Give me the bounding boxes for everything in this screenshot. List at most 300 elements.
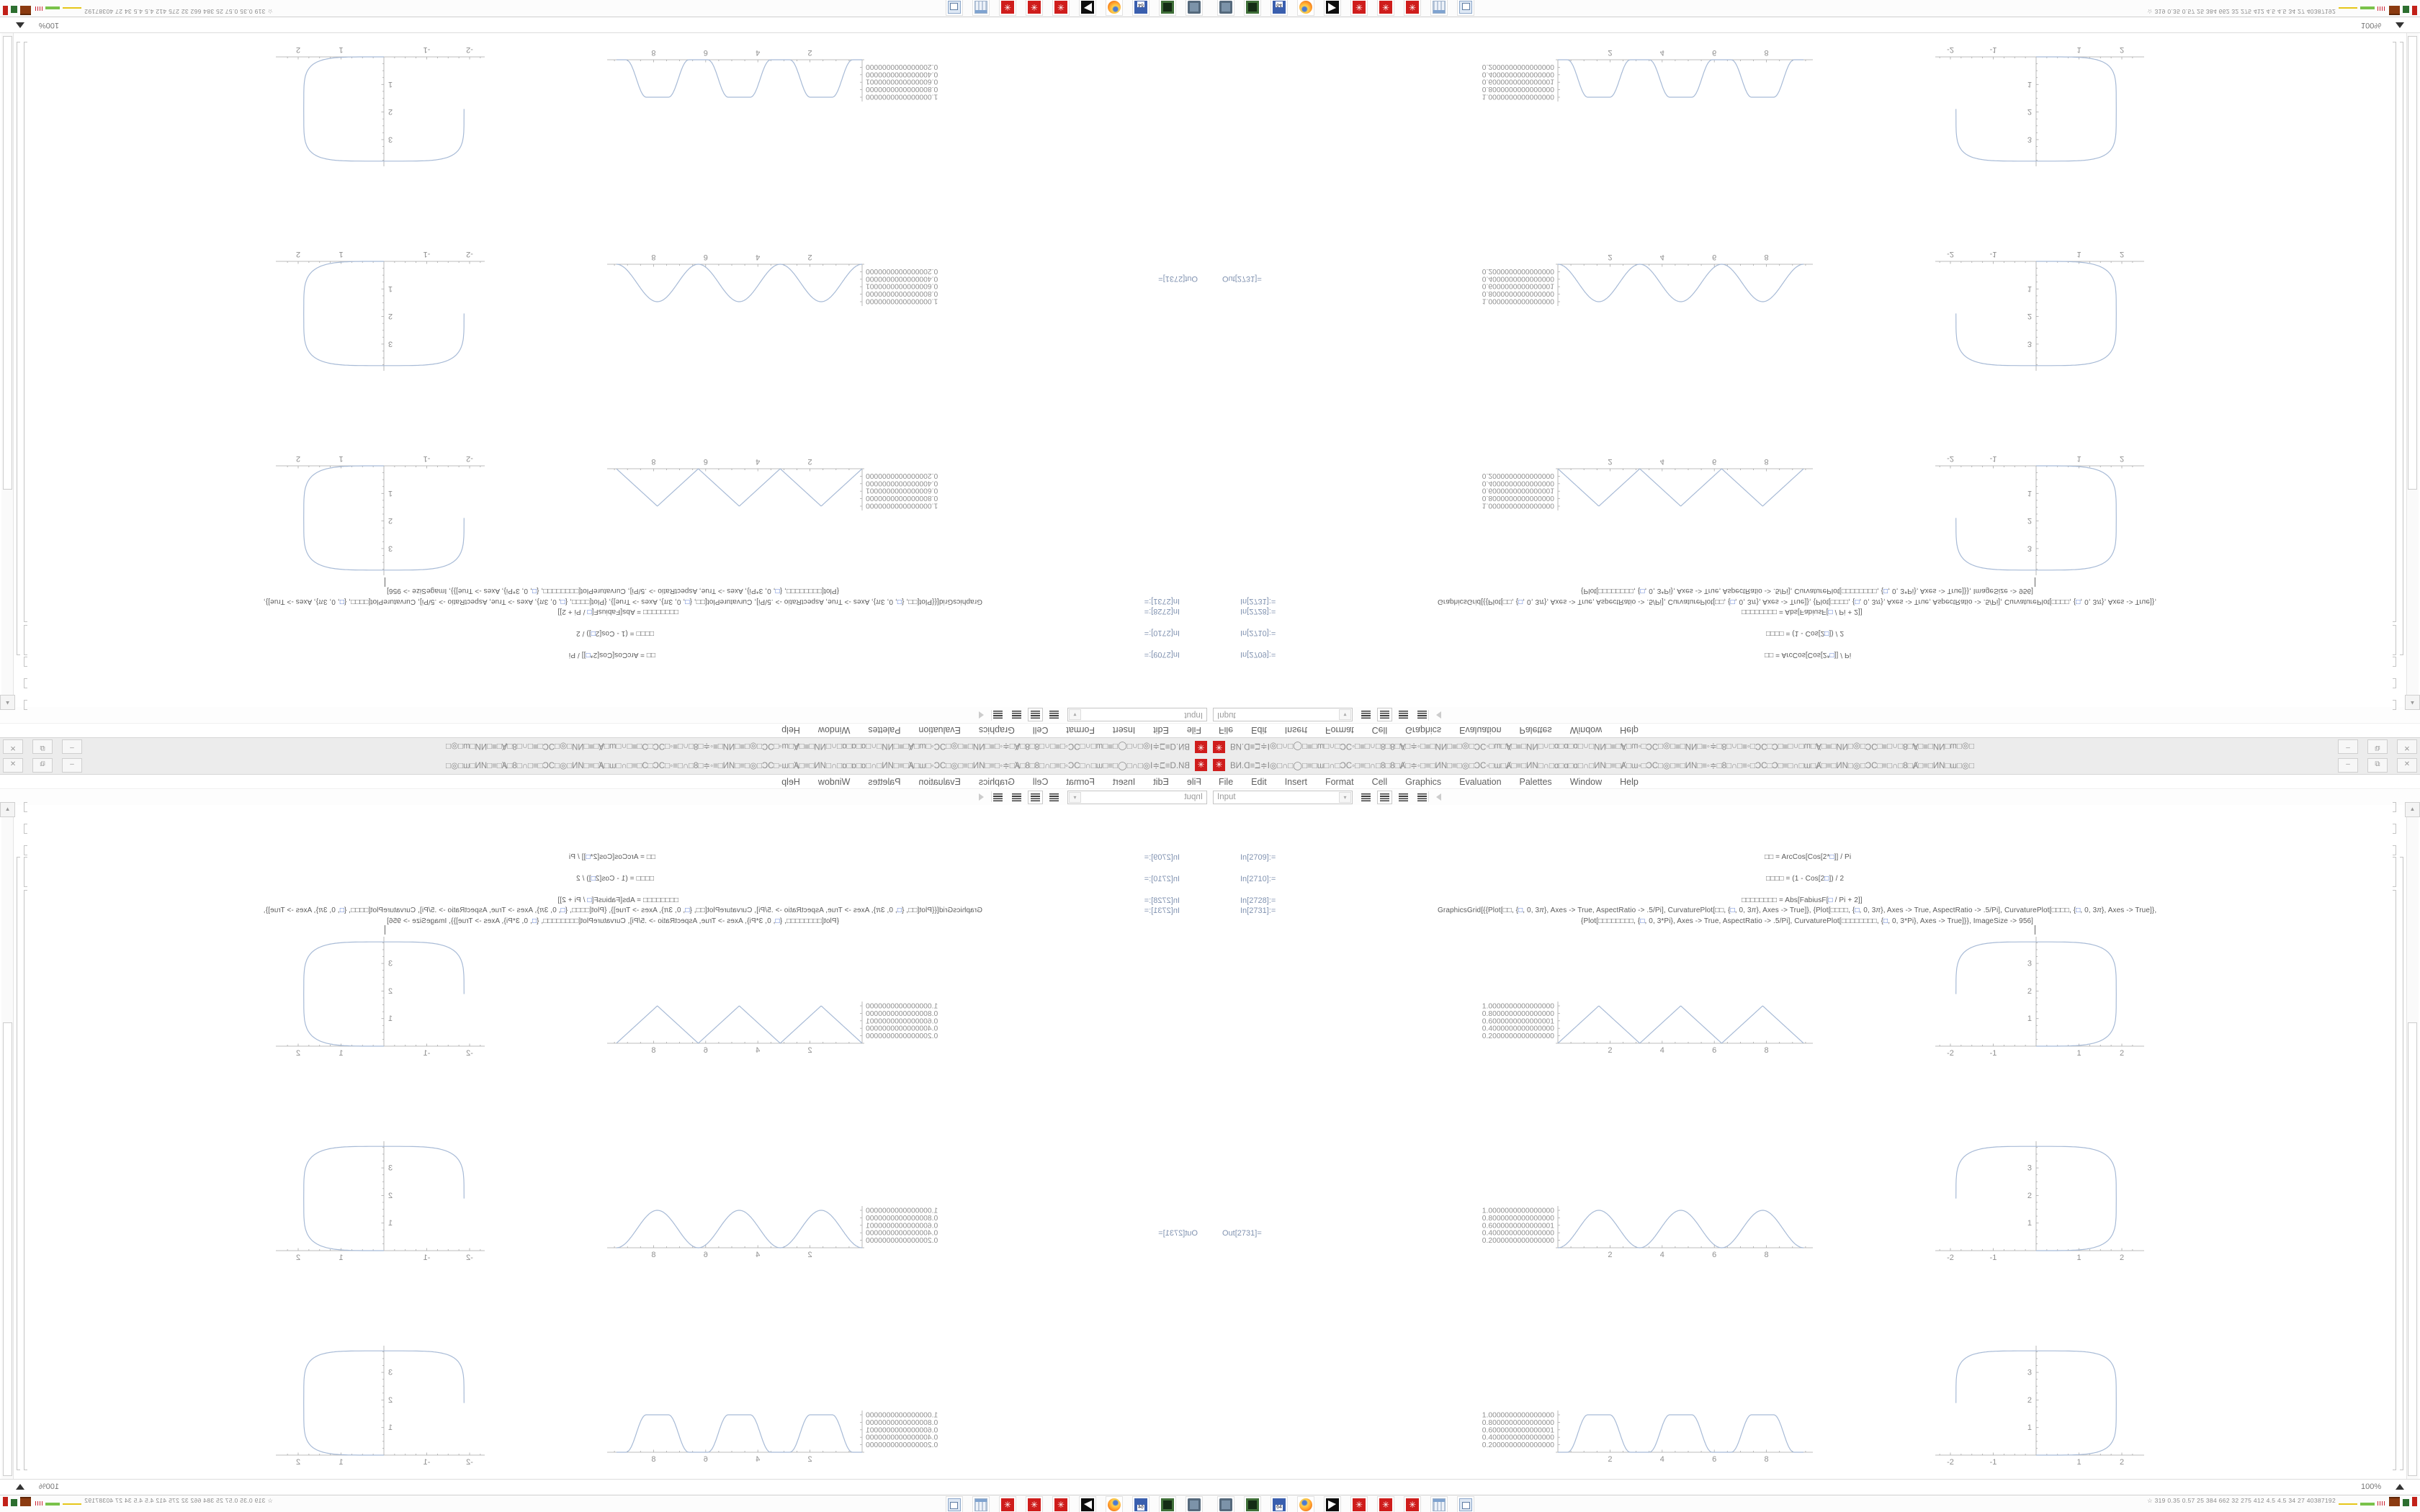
input-code[interactable]: {Plot[□□□□□□□□, {□, 0, 3*Pi}, Axes -> True, AspectRatio -> .5/Pi], CurvaturePlot[□□□□□□□□, {□, 0, 3*Pi}, Axes -> True]}}, ImageSize -> 956] xyxy=(1581,587,2034,595)
taskbar-icon-calculator[interactable] xyxy=(972,1496,990,1512)
input-code[interactable]: □□ = ArcCos[Cos[2*□]] / Pi xyxy=(1765,853,1852,861)
history-back-icon[interactable] xyxy=(1436,793,1441,801)
taskbar-icon-firefox[interactable] xyxy=(1106,0,1123,16)
scrollbar-thumb[interactable] xyxy=(2408,1022,2417,1476)
in-label: In[2731]:= xyxy=(1240,597,1276,606)
taskbar-icon-firefox[interactable] xyxy=(1106,1496,1123,1512)
svg-text:2: 2 xyxy=(2119,1049,2125,1058)
toolbar-separator xyxy=(991,710,992,721)
sysmon-red-ticks xyxy=(2378,1501,2386,1506)
cell-group-bracket[interactable] xyxy=(2400,857,2403,1470)
cell-group-bracket[interactable] xyxy=(2400,42,2403,655)
function-plot-row2 xyxy=(1473,1203,1819,1262)
scroll-up-arrow[interactable]: ▲ xyxy=(2405,802,2420,817)
cell-style-dropdown[interactable] xyxy=(1067,708,1207,721)
svg-text:4: 4 xyxy=(1659,457,1664,466)
notebook-content[interactable] xyxy=(1210,805,2420,1479)
svg-text:0.8000000000000000: 0.8000000000000000 xyxy=(1482,289,1554,298)
input-code[interactable]: □□ = ArcCos[Cos[2*□]] / Pi xyxy=(568,651,655,659)
align-left-button[interactable] xyxy=(1047,791,1062,804)
minimize-button[interactable]: – xyxy=(2338,758,2358,773)
output-cell-bracket[interactable] xyxy=(2393,42,2396,622)
taskbar-icon-mathematica[interactable] xyxy=(1026,1496,1043,1512)
menu-item-graphics[interactable]: Graphics xyxy=(978,777,1015,787)
input-code[interactable]: GraphicsGrid[{{Plot[□□, {□, 0, 3π}, Axes -> True, AspectRatio -> .5/Pi], CurvaturePlot[□□, {□, 0, 3π}, Axes -> True]}, {Plot[□□□□, {□, 0, 3π}, Axes -> True, AspectRatio -> .5/Pi], CurvaturePlot[□□□□, {□, 0, 3π}, Axes -> True]}, xyxy=(1438,598,2157,606)
cell-style-dropdown[interactable] xyxy=(1213,791,1353,804)
curvature-plot-row1 xyxy=(270,451,486,577)
input-code[interactable]: □□□□ = (1 - Cos[2□]) / 2 xyxy=(575,875,654,883)
menu-item-file[interactable]: File xyxy=(1219,777,1234,787)
svg-text:1: 1 xyxy=(2027,284,2032,293)
svg-text:2: 2 xyxy=(2027,516,2032,526)
scroll-up-arrow[interactable]: ▲ xyxy=(2405,695,2420,710)
history-back-icon[interactable] xyxy=(979,793,984,801)
svg-text:-2: -2 xyxy=(466,1049,473,1058)
vertical-scrollbar[interactable] xyxy=(2406,817,2419,1479)
svg-text:-1: -1 xyxy=(1989,45,1997,54)
chevron-down-icon[interactable]: ▾ xyxy=(1339,792,1351,803)
align-center-button[interactable] xyxy=(1028,791,1043,804)
svg-text:0.6000000000000001: 0.6000000000000001 xyxy=(1482,486,1554,495)
menu-item-evaluation[interactable]: Evaluation xyxy=(918,777,961,787)
cell-bracket[interactable] xyxy=(24,845,27,855)
svg-text:2: 2 xyxy=(388,1395,393,1405)
chevron-down-icon[interactable]: ▾ xyxy=(1069,792,1081,803)
input-code[interactable]: {Plot[□□□□□□□□, {□, 0, 3*Pi}, Axes -> True, AspectRatio -> .5/Pi], CurvaturePlot[□□□□□□□□, {□, 0, 3*Pi}, Axes -> True]}}, ImageSize -> 956] xyxy=(386,917,839,925)
cell-bracket[interactable] xyxy=(2393,857,2396,887)
svg-text:4: 4 xyxy=(1659,253,1664,261)
curvature-plot-row1 xyxy=(1934,935,2150,1061)
sysmon-red-block xyxy=(3,1497,8,1506)
taskbar-icon-system-monitor[interactable] xyxy=(1186,1496,1203,1512)
svg-text:4: 4 xyxy=(1659,48,1664,57)
input-code[interactable]: □□□□□□□□ = Abs[FabiusF[□ / Pi + 2]] xyxy=(557,608,678,616)
taskbar-icon-mathematica[interactable] xyxy=(1052,1496,1070,1512)
menu-item-edit[interactable]: Edit xyxy=(1251,725,1267,735)
svg-text:6: 6 xyxy=(1712,457,1717,466)
menu-item-help[interactable]: Help xyxy=(781,725,800,735)
scroll-up-arrow[interactable]: ▲ xyxy=(0,695,15,710)
svg-text:2: 2 xyxy=(1608,457,1613,466)
sysmon-darkgreen-block xyxy=(2403,1499,2409,1506)
window-titlebar[interactable] xyxy=(1210,737,2420,756)
scroll-up-arrow[interactable]: ▲ xyxy=(0,802,15,817)
align-center-icon xyxy=(1031,711,1040,719)
menu-item-insert[interactable]: Insert xyxy=(1284,725,1307,735)
svg-text:2: 2 xyxy=(2119,1458,2125,1467)
scrollbar-thumb[interactable] xyxy=(3,1022,12,1476)
cell-bracket[interactable] xyxy=(2393,700,2396,710)
svg-text:0.4000000000000000: 0.4000000000000000 xyxy=(1482,1025,1554,1033)
align-center-icon xyxy=(1031,793,1040,801)
menu-item-format[interactable]: Format xyxy=(1325,777,1354,787)
window-titlebar[interactable] xyxy=(0,737,1210,756)
svg-text:1: 1 xyxy=(339,45,344,54)
menu-item-evaluation[interactable]: Evaluation xyxy=(1459,777,1502,787)
taskbar-icon-firefox[interactable] xyxy=(1297,1496,1314,1512)
align-left-button[interactable] xyxy=(1358,791,1373,804)
input-code[interactable]: GraphicsGrid[{{Plot[□□, {□, 0, 3π}, Axes -> True, AspectRatio -> .5/Pi], CurvaturePlot[□□, {□, 0, 3π}, Axes -> True]}, {Plot[□□□□, {□, 0, 3π}, Axes -> True, AspectRatio -> .5/Pi], CurvaturePlot[□□□□, {□, 0, 3π}, Axes -> True]}, xyxy=(263,598,982,606)
svg-text:-2: -2 xyxy=(1947,1458,1954,1467)
svg-text:-2: -2 xyxy=(1947,45,1954,54)
svg-text:2: 2 xyxy=(295,250,301,258)
menu-item-window[interactable]: Window xyxy=(817,725,851,735)
menu-item-insert[interactable]: Insert xyxy=(1284,777,1307,787)
taskbar-icon-mathematica[interactable] xyxy=(1377,0,1394,16)
magnification-label[interactable]: 100% xyxy=(38,21,59,30)
magnification-label[interactable]: 100% xyxy=(2361,21,2382,30)
svg-text:0.4000000000000000: 0.4000000000000000 xyxy=(1482,1229,1554,1238)
taskbar-icon-dark-app[interactable] xyxy=(1324,0,1341,16)
taskbar-icon-c64-floppy[interactable] xyxy=(1132,1496,1150,1512)
svg-text:6: 6 xyxy=(1712,1251,1717,1259)
svg-text:-2: -2 xyxy=(1947,250,1954,258)
svg-text:1: 1 xyxy=(388,284,393,293)
svg-text:2: 2 xyxy=(2027,986,2032,996)
taskbar-icon-mathematica[interactable] xyxy=(1377,1496,1394,1512)
menu-item-cell[interactable]: Cell xyxy=(1371,725,1388,735)
minimize-button[interactable]: – xyxy=(62,740,82,755)
menu-item-palettes[interactable]: Palettes xyxy=(1519,777,1552,787)
svg-text:-2: -2 xyxy=(1947,454,1954,463)
align-left-button[interactable] xyxy=(1358,708,1373,721)
mathematica-app-icon: ✳ xyxy=(1195,741,1207,753)
svg-text:0.6000000000000001: 0.6000000000000001 xyxy=(1482,1426,1554,1435)
taskbar-icon-mathematica[interactable] xyxy=(1350,0,1368,16)
mathematica-icon: ✳ xyxy=(1001,1498,1014,1511)
svg-text:6: 6 xyxy=(1712,1046,1717,1055)
in-label: In[2731]:= xyxy=(1144,906,1180,915)
close-button[interactable]: ✕ xyxy=(2397,758,2417,773)
taskbar-icon-firefox[interactable] xyxy=(1297,0,1314,16)
taskbar-icon-mathematica[interactable] xyxy=(1404,0,1421,16)
svg-text:6: 6 xyxy=(703,1046,708,1055)
cell-bracket[interactable] xyxy=(2393,824,2396,834)
sysmon-brown-block xyxy=(20,1497,31,1506)
menu-item-cell[interactable]: Cell xyxy=(1032,725,1049,735)
input-code[interactable]: {Plot[□□□□□□□□, {□, 0, 3*Pi}, Axes -> True, AspectRatio -> .5/Pi], CurvaturePlot[□□□□□□□□, {□, 0, 3*Pi}, Axes -> True]}}, ImageSize -> 956] xyxy=(1581,917,2034,925)
function-plot-row1 xyxy=(1473,454,1819,513)
menu-item-cell[interactable]: Cell xyxy=(1371,777,1388,787)
vertical-scrollbar[interactable] xyxy=(1,33,14,695)
menu-item-window[interactable]: Window xyxy=(1569,777,1603,787)
svg-text:0.6000000000000001: 0.6000000000000001 xyxy=(866,1426,938,1435)
close-button[interactable]: ✕ xyxy=(2397,740,2417,755)
taskbar-icon-c64-floppy[interactable] xyxy=(1132,0,1150,16)
taskbar-icon-system-monitor[interactable] xyxy=(1186,0,1203,16)
svg-text:3: 3 xyxy=(388,1164,393,1173)
curvature-plot-row2 xyxy=(1934,247,2150,373)
svg-text:2: 2 xyxy=(807,457,812,466)
svg-text:0.4000000000000000: 0.4000000000000000 xyxy=(866,1434,938,1442)
magnification-popup-icon[interactable] xyxy=(2396,22,2404,28)
in-label: In[2731]:= xyxy=(1144,597,1180,606)
curvature-plot-row2 xyxy=(1934,1139,2150,1265)
svg-text:1: 1 xyxy=(2027,1219,2032,1228)
input-code[interactable]: {Plot[□□□□□□□□, {□, 0, 3*Pi}, Axes -> True, AspectRatio -> .5/Pi], CurvaturePlot[□□□□□□□□, {□, 0, 3*Pi}, Axes -> True]}}, ImageSize -> 956] xyxy=(386,587,839,595)
scrollbar-thumb[interactable] xyxy=(3,36,12,490)
menu-item-graphics[interactable]: Graphics xyxy=(978,725,1015,735)
menu-item-palettes[interactable]: Palettes xyxy=(868,777,901,787)
toolbar-separator xyxy=(1428,791,1429,802)
svg-text:1: 1 xyxy=(2076,1049,2081,1058)
taskbar-icon-mathematica[interactable] xyxy=(999,1496,1016,1512)
cell-group-bracket[interactable] xyxy=(17,42,20,655)
close-button[interactable]: ✕ xyxy=(3,758,23,773)
input-code[interactable]: □□□□ = (1 - Cos[2□]) / 2 xyxy=(1766,875,1845,883)
taskbar-icons xyxy=(946,1496,1203,1512)
sysmon-red-block xyxy=(2412,6,2417,15)
align-center-button[interactable] xyxy=(1377,791,1392,804)
input-code[interactable]: □□□□□□□□ = Abs[FabiusF[□ / Pi + 2]] xyxy=(1742,896,1863,904)
system-monitor-icon xyxy=(1188,1498,1201,1511)
menu-item-window[interactable]: Window xyxy=(817,777,851,787)
toolbar-separator xyxy=(1428,710,1429,721)
curvature-plot-row1 xyxy=(270,935,486,1061)
svg-text:8: 8 xyxy=(651,1046,656,1055)
magnification-popup-icon[interactable] xyxy=(16,22,24,28)
cell-bracket[interactable] xyxy=(24,657,27,667)
svg-text:-1: -1 xyxy=(1989,454,1997,463)
chevron-down-icon[interactable]: ▾ xyxy=(1069,709,1081,720)
menu-item-palettes[interactable]: Palettes xyxy=(1519,725,1552,735)
magnification-label[interactable]: 100% xyxy=(2361,1482,2382,1491)
svg-text:-1: -1 xyxy=(1989,1254,1997,1262)
svg-text:0.2000000000000000: 0.2000000000000000 xyxy=(866,1032,938,1041)
svg-text:3: 3 xyxy=(388,1368,393,1377)
menu-item-format[interactable]: Format xyxy=(1066,725,1095,735)
svg-text:0.8000000000000000: 0.8000000000000000 xyxy=(1482,85,1554,94)
taskbar-icon-calculator[interactable] xyxy=(1430,0,1448,16)
cell-bracket[interactable] xyxy=(24,824,27,834)
taskbar-icon-mathematica[interactable] xyxy=(1350,1496,1368,1512)
input-code[interactable]: GraphicsGrid[{{Plot[□□, {□, 0, 3π}, Axes -> True, AspectRatio -> .5/Pi], CurvaturePlot[□□, {□, 0, 3π}, Axes -> True]}, {Plot[□□□□, {□, 0, 3π}, Axes -> True, AspectRatio -> .5/Pi], CurvaturePlot[□□□□, {□, 0, 3π}, Axes -> True]}, xyxy=(1438,906,2157,914)
menu-item-palettes[interactable]: Palettes xyxy=(868,725,901,735)
function-plot-row2 xyxy=(601,250,947,309)
window-title: BИ.Ɑ≡ℶ≑Ⅰ◎□∩□◯□≡□ɯ□∩□ϽϹ◦□≡□∩□8□8□Ⱥ□≑◦□≡□ИN□≡□◎□ϽϹ◦□ɯ□Ⱥ□≡□ИN□∩□ɑ□ɑ□ɑ□∩□ИN□≡□Ⱥ□ɯ◦□ϽϹ□◎□≡□ИN□≡◦≑□8□∩□≡◦□ϽϹ□Ͻ□≡□∩□ɯ□Ⱥ□≡□ИN□◎□ϽϹ□≡□∩□8□Ⱥ□≡□ИN□ɯ□◎□ xyxy=(446,742,1190,751)
menu-item-help[interactable]: Help xyxy=(781,777,800,787)
chevron-down-icon[interactable]: ▾ xyxy=(1339,709,1351,720)
align-center-button[interactable] xyxy=(1377,708,1392,721)
magnification-popup-icon[interactable] xyxy=(16,1484,24,1490)
taskbar-icon-system-monitor[interactable] xyxy=(1217,0,1234,16)
justify-button[interactable] xyxy=(1415,708,1430,721)
magnification-popup-icon[interactable] xyxy=(2396,1484,2404,1490)
notebook-content[interactable] xyxy=(0,805,1210,1479)
taskbar-icon-dark-app[interactable] xyxy=(1324,1496,1341,1512)
align-left-button[interactable] xyxy=(1047,708,1062,721)
menu-item-file[interactable]: File xyxy=(1186,725,1201,735)
menu-item-format[interactable]: Format xyxy=(1325,725,1354,735)
input-code[interactable]: □□□□□□□□ = Abs[FabiusF[□ / Pi + 2]] xyxy=(1742,608,1863,616)
close-button[interactable]: ✕ xyxy=(3,740,23,755)
menu-item-edit[interactable]: Edit xyxy=(1251,777,1267,787)
svg-text:0.2000000000000000: 0.2000000000000000 xyxy=(1482,1441,1554,1450)
justify-icon xyxy=(993,711,1003,719)
history-back-icon[interactable] xyxy=(979,711,984,719)
align-right-button[interactable] xyxy=(1009,708,1024,721)
notebook-content[interactable] xyxy=(0,33,1210,707)
toolbar-separator xyxy=(991,791,992,802)
svg-text:1: 1 xyxy=(2027,1423,2032,1433)
sysmon-red-block xyxy=(2412,1497,2417,1506)
cell-bracket[interactable] xyxy=(2393,802,2396,812)
sysmon-darkgreen-block xyxy=(11,6,17,13)
sysmon-red-ticks xyxy=(34,6,42,11)
taskbar-icon-window-switcher[interactable] xyxy=(1457,1496,1474,1512)
output-cell-bracket[interactable] xyxy=(24,890,27,1470)
system-monitor-tray xyxy=(2147,4,2417,15)
menu-item-graphics[interactable]: Graphics xyxy=(1405,725,1442,735)
svg-text:1.0000000000000000: 1.0000000000000000 xyxy=(866,501,938,510)
taskbar-icon-emulator[interactable] xyxy=(1244,1496,1261,1512)
magnification-label[interactable]: 100% xyxy=(38,1482,59,1491)
menu-item-file[interactable]: File xyxy=(1219,725,1234,735)
cell-bracket[interactable] xyxy=(24,802,27,812)
svg-text:0.6000000000000001: 0.6000000000000001 xyxy=(866,282,938,290)
desktop-taskbar xyxy=(1210,0,2420,17)
cell-bracket[interactable] xyxy=(2393,625,2396,655)
align-center-button[interactable] xyxy=(1028,708,1043,721)
taskbar-icon-window-switcher[interactable] xyxy=(946,0,963,16)
svg-text:8: 8 xyxy=(1764,1251,1769,1259)
window-titlebar[interactable] xyxy=(1210,756,2420,775)
svg-text:8: 8 xyxy=(1764,1455,1769,1464)
menu-item-file[interactable]: File xyxy=(1186,777,1201,787)
restore-button[interactable]: ⧉ xyxy=(32,758,53,773)
cell-bracket[interactable] xyxy=(24,625,27,655)
taskbar-icon-mathematica[interactable] xyxy=(999,0,1016,16)
restore-button[interactable]: ⧉ xyxy=(2367,758,2388,773)
menu-item-edit[interactable]: Edit xyxy=(1153,777,1169,787)
minimize-button[interactable]: – xyxy=(62,758,82,773)
menu-item-help[interactable]: Help xyxy=(1620,725,1639,735)
taskbar-icon-system-monitor[interactable] xyxy=(1217,1496,1234,1512)
restore-button[interactable]: ⧉ xyxy=(2367,740,2388,755)
svg-text:-1: -1 xyxy=(1989,1458,1997,1467)
menu-item-window[interactable]: Window xyxy=(1569,725,1603,735)
justify-icon xyxy=(1417,793,1427,801)
svg-text:6: 6 xyxy=(703,457,708,466)
input-code[interactable]: □□□□□□□□ = Abs[FabiusF[□ / Pi + 2]] xyxy=(557,896,678,904)
scrollbar-thumb[interactable] xyxy=(2408,36,2417,490)
svg-text:0.2000000000000000: 0.2000000000000000 xyxy=(1482,1032,1554,1041)
cell-bracket[interactable] xyxy=(2393,657,2396,667)
cell-bracket[interactable] xyxy=(24,857,27,887)
justify-button[interactable] xyxy=(1415,791,1430,804)
svg-text:0.6000000000000001: 0.6000000000000001 xyxy=(1482,282,1554,290)
window-titlebar[interactable] xyxy=(0,756,1210,775)
align-right-button[interactable] xyxy=(1009,791,1024,804)
taskbar-icon-window-switcher[interactable] xyxy=(946,1496,963,1512)
window-bottom-divider xyxy=(1210,32,2420,33)
svg-text:0.4000000000000000: 0.4000000000000000 xyxy=(1482,479,1554,487)
input-code[interactable]: □□ = ArcCos[Cos[2*□]] / Pi xyxy=(1765,651,1852,659)
svg-text:0.8000000000000000: 0.8000000000000000 xyxy=(866,1009,938,1018)
svg-text:0.4000000000000000: 0.4000000000000000 xyxy=(1482,274,1554,283)
output-cell-bracket[interactable] xyxy=(2393,890,2396,1470)
menu-bar xyxy=(0,723,1210,737)
align-right-button[interactable] xyxy=(1396,708,1411,721)
taskbar-icon-calculator[interactable] xyxy=(1430,1496,1448,1512)
taskbar-icon-mathematica[interactable] xyxy=(1404,1496,1421,1512)
taskbar-icon-c64-floppy[interactable] xyxy=(1270,0,1288,16)
taskbar-icon-calculator[interactable] xyxy=(972,0,990,16)
menu-item-insert[interactable]: Insert xyxy=(1113,725,1136,735)
svg-text:1.0000000000000000: 1.0000000000000000 xyxy=(866,1207,938,1215)
sysmon-green-bar xyxy=(45,6,60,9)
vertical-scrollbar[interactable] xyxy=(1,817,14,1479)
function-plot-row1 xyxy=(601,454,947,513)
taskbar-icon-emulator[interactable] xyxy=(1159,0,1176,16)
input-code[interactable]: □□□□ = (1 - Cos[2□]) / 2 xyxy=(1766,629,1845,637)
input-code[interactable]: □□ = ArcCos[Cos[2*□]] / Pi xyxy=(568,853,655,861)
output-cell-bracket[interactable] xyxy=(24,42,27,622)
menu-item-edit[interactable]: Edit xyxy=(1153,725,1169,735)
svg-text:1.0000000000000000: 1.0000000000000000 xyxy=(1482,92,1554,101)
cell-style-dropdown[interactable] xyxy=(1067,791,1207,804)
cell-bracket[interactable] xyxy=(24,678,27,688)
cell-style-dropdown[interactable] xyxy=(1213,708,1353,721)
taskbar-icon-mathematica[interactable] xyxy=(1026,0,1043,16)
taskbar-icon-dark-app[interactable] xyxy=(1079,1496,1096,1512)
vertical-scrollbar[interactable] xyxy=(2406,33,2419,695)
input-code[interactable]: GraphicsGrid[{{Plot[□□, {□, 0, 3π}, Axes -> True, AspectRatio -> .5/Pi], CurvaturePlot[□□, {□, 0, 3π}, Axes -> True]}, {Plot[□□□□, {□, 0, 3π}, Axes -> True, AspectRatio -> .5/Pi], CurvaturePlot[□□□□, {□, 0, 3π}, Axes -> True]}, xyxy=(263,906,982,914)
restore-button[interactable]: ⧉ xyxy=(32,740,53,755)
justify-button[interactable] xyxy=(990,791,1005,804)
svg-text:2: 2 xyxy=(2027,107,2032,117)
align-right-button[interactable] xyxy=(1396,791,1411,804)
firefox-icon xyxy=(1108,1,1121,14)
svg-text:2: 2 xyxy=(1608,1046,1613,1055)
justify-button[interactable] xyxy=(990,708,1005,721)
menu-item-graphics[interactable]: Graphics xyxy=(1405,777,1442,787)
c64-floppy-icon: 64 xyxy=(1273,1,1286,14)
justification-group xyxy=(990,791,1062,804)
menu-item-cell[interactable]: Cell xyxy=(1032,777,1049,787)
mathematica-icon: ✳ xyxy=(1406,1,1419,14)
menu-item-format[interactable]: Format xyxy=(1066,777,1095,787)
menu-item-insert[interactable]: Insert xyxy=(1113,777,1136,787)
svg-text:4: 4 xyxy=(756,1046,761,1055)
cell-bracket[interactable] xyxy=(2393,845,2396,855)
taskbar-icon-emulator[interactable] xyxy=(1244,0,1261,16)
dark-app-icon xyxy=(1326,1498,1339,1511)
minimize-button[interactable]: – xyxy=(2338,740,2358,755)
cell-bracket[interactable] xyxy=(24,700,27,710)
menu-item-evaluation[interactable]: Evaluation xyxy=(918,725,961,735)
svg-text:3: 3 xyxy=(2027,1368,2032,1377)
history-back-icon[interactable] xyxy=(1436,711,1441,719)
align-right-icon xyxy=(1399,711,1408,719)
taskbar-icon-dark-app[interactable] xyxy=(1079,0,1096,16)
taskbar-icon-mathematica[interactable] xyxy=(1052,0,1070,16)
in-label: In[2728]:= xyxy=(1144,896,1180,905)
system-monitor-icon xyxy=(1219,1498,1232,1511)
sysmon-readout: ☆ 319 0.35 0.57 25 384 662 32 275 412 4.5 4.5 34 27 40387192 xyxy=(84,1497,273,1504)
input-code[interactable]: □□□□ = (1 - Cos[2□]) / 2 xyxy=(575,629,654,637)
taskbar-icon-window-switcher[interactable] xyxy=(1457,0,1474,16)
sysmon-yellow-bar xyxy=(63,7,81,9)
taskbar-icon-c64-floppy[interactable] xyxy=(1270,1496,1288,1512)
svg-text:1: 1 xyxy=(2076,454,2081,463)
taskbar-icon-emulator[interactable] xyxy=(1159,1496,1176,1512)
cell-bracket[interactable] xyxy=(2393,678,2396,688)
notebook-content[interactable] xyxy=(1210,33,2420,707)
menu-item-evaluation[interactable]: Evaluation xyxy=(1459,725,1502,735)
cell-group-bracket[interactable] xyxy=(17,857,20,1470)
menu-item-help[interactable]: Help xyxy=(1620,777,1639,787)
